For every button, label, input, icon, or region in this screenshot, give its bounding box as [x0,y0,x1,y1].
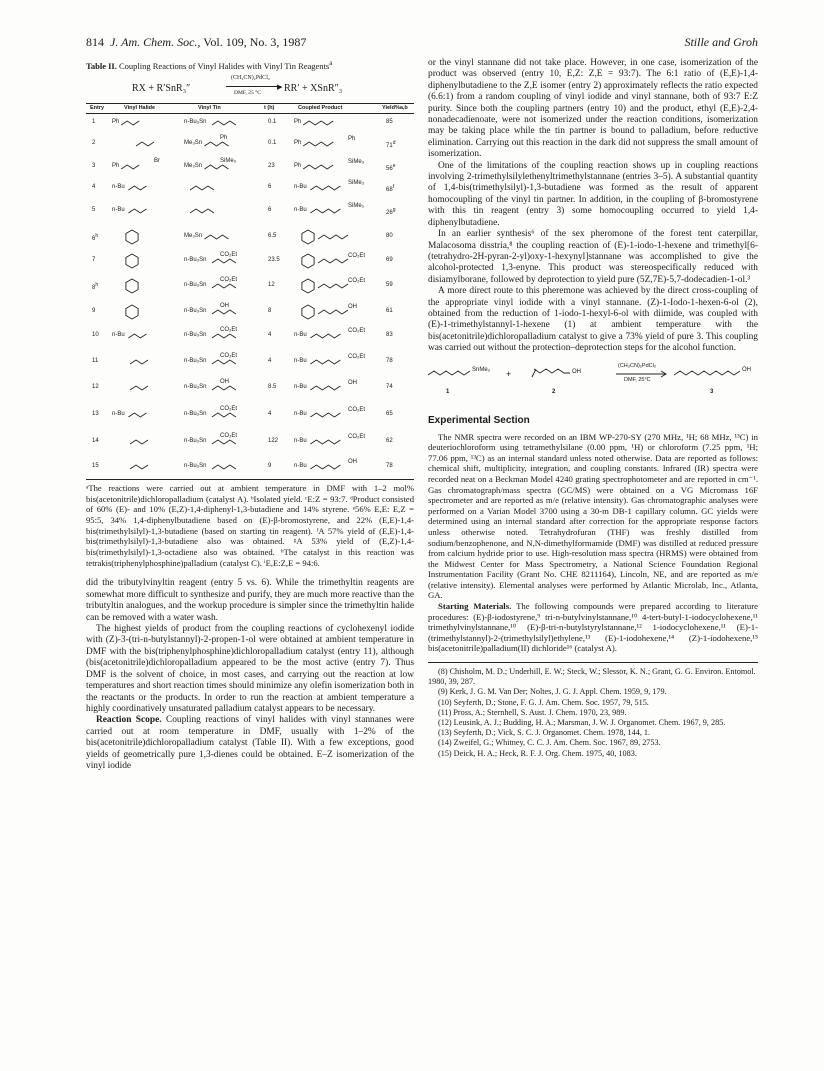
paragraph: or the vinyl stannane did not take place. However, in one case, isomerization of the product was observed (entry 10, E,Z: Z,E = 93:7). The 6:1 ratio of (E,E)-1,4-diphenylbutadiene to the Z,E isomer (entry 2) approximately reflects the ratio expected (6.6:1) from a random coupling of vinyl iodide and vinyl stannane, both of 93:7 E:Z purity. Since both the coupling partners (entry 10) and the product, ethyl (E,E)-2,4-nonadecadienoate, were not isomerized under the reaction conditions, isomerization may be taking place while the tin partner is bound to palladium, before reductive elimination. Carrying out this reaction in the dark did not suppress the small amount of isomerization. [428,58,758,160]
reaction-arrow [226,86,281,87]
table-row [86,299,414,324]
product-label: n-Bu [294,383,307,390]
product-substituent: OH [348,303,357,310]
entry-number: 2 [92,139,96,146]
run-in-heading: Reaction Scope. [96,715,162,726]
structure-drawing [86,428,414,455]
tin-vinyl-bond [212,386,236,390]
tin-substituent: CO₂Et [220,326,237,333]
table-title: Coupling Reactions of Vinyl Halides with Vinyl Tin Reagents [119,60,330,71]
reference-item: (8) Chisholm, M. D.; Underhill, E. W.; Steck, W.; Slessor, K. N.; Grant, G. G. Environ. Entomol. 1980, 39, 287. [428,667,756,687]
product-label: n-Bu [294,183,307,190]
product-label: n-Bu [294,410,307,417]
structure-drawing [86,324,414,348]
table-row [86,455,414,479]
product-diene-bond [303,121,333,125]
yield-value: 59 [386,281,393,288]
halide-cyclohexene-ring [126,254,138,268]
entry-number: 8$^h$ [92,281,99,291]
reaction-time: 8 [268,307,272,314]
product-label: n-Bu [294,437,307,444]
entry-number: 3 [92,162,96,169]
table-row [86,249,414,273]
col-vinyl-tin: Vinyl Tin [198,104,221,111]
right-column [428,58,758,759]
structure-drawing [86,132,414,155]
col-vinyl-halide: Vinyl Halide [124,104,156,111]
table-row [86,273,414,299]
scheme-conditions: DMF, 25°C [624,376,651,383]
yield-value: 56e [386,162,396,172]
reference-item: (13) Seyferth, D.; Vick, S. C. J. Organomet. Chem. 1978, 144, 1. [438,728,651,738]
structure-drawing [86,114,414,132]
reaction-time: 0.1 [268,118,277,125]
halide-vinyl-bond [128,413,146,417]
product-label: n-Bu [294,331,307,338]
scheme-catalyst: (CH₃CN)₂PdCl₂ [618,362,656,369]
pheromone-scheme [428,361,758,401]
left-column [86,58,414,772]
tin-substituent: Ph [220,134,228,141]
scheme-plus: + [506,368,512,379]
tin-vinyl-bond [205,142,229,146]
reaction-time: 8.5 [268,383,277,390]
table-bottom-rule [86,479,414,480]
product-substituent: CO₂Et [348,406,365,413]
product-substituent: SiMe₃ [348,179,365,186]
experimental-text [428,432,758,654]
reaction-time: 4 [268,357,272,364]
tin-label: n-Bu₃Sn [184,410,207,417]
reaction-time: 6.5 [268,232,277,239]
tin-vinyl-bond [212,310,236,314]
tin-label: n-Bu₃Sn [184,281,207,288]
entry-number: 15 [92,462,99,469]
equation-rhs: RR′ + XSnR″₃ [284,82,343,94]
product-substituent: CO₂Et [348,327,365,334]
paragraph: One of the limitations of the coupling reaction shows up in coupling reactions involving 2-trimethylsilylethenyltrimethylstannane (entries 3–5). A substantial quantity of 1,4-bis(trimethylsilyl)-1,3-butadiene was formed as the result of apparent homocoupling of the vinyl tin partner. In addition, in the coupling of β-bromostyrene with this tin reagent (entry 3) some homocoupling occurred to yield 1,4-diphenylbutadiene. [428,160,758,228]
product-substituent: SiMe₃ [348,202,365,209]
tin-vinyl-bond [205,165,229,169]
table-row [86,348,414,375]
tin-label: n-Bu₃Sn [184,331,207,338]
tin-label: Me₃Sn [184,162,203,169]
product-diene-bond [303,165,333,169]
reaction-time: 23 [268,162,275,169]
yield-value: 26$^g$ [386,206,396,216]
table-footnotes: ᵃThe reactions were carried out at ambient temperature in DMF with 1–2 mol% bis(acetonitrile)dichloropalladium (catalyst A). ᵇIsolated yield. ᶜE:Z = 93:7. ᵈProduct consisted of 60% (E)- and 10% (E,Z)-1,4-diphenyl-1,3-butadiene and 14% styrene. ᵉ56% E,E: E,Z = 95:5, 34% 1,4-diphenylbutadiene based on (E)-β-bromostyrene, and 22% (E,E)-1,4-bis(trimethylsilyl)-1,3-butadiene (based on starting tin reagent). ᶠA 57% yield of (E,E)-1,4-bis(trimethylsilyl)-1,3-butadiene also was obtained. ᵍA 53% yield of (E,Z)-1,4-bis(trimethylsilyl)-1,3-octadiene also was obtained. ʰThe catalyst in this reaction was tetrakis(triphenylphosphine)palladium (catalyst C). ⁱE,E:Z,E = 94:6. [86,482,414,568]
product-substituent: CO₂Et [348,433,365,440]
tin-label: n-Bu₃Sn [184,437,207,444]
right-body-text [428,58,758,355]
reference-item: (11) Pross, A.; Sternhell, S. Aust. J. Chem. 1970, 23, 989. [438,707,627,717]
structure-drawing [86,273,414,299]
halide-vinyl-bond [130,465,148,469]
entry-number: 1 [92,118,96,125]
product-label: Ph [294,139,302,146]
run-in-heading: Starting Materials. [438,601,512,612]
halide-vinyl-bond [130,440,148,444]
table-row [86,375,414,401]
running-header [86,35,758,51]
reaction-time: 12 [268,281,275,288]
product-diene-bond [310,360,340,364]
structure-drawing [86,455,414,479]
tin-substituent: CO₂Et [220,276,237,283]
structure-drawing [86,299,414,324]
reaction-time: 4 [268,410,272,417]
table-row [86,324,414,348]
tin-vinyl-bond [190,186,214,190]
yield-value: 65 [386,410,393,417]
halide-vinyl-bond [128,186,146,190]
paragraph [86,715,414,772]
tin-label: n-Bu₃Sn [184,462,207,469]
reaction-time: 6 [268,206,272,213]
paragraph: In an earlier synthesis⁶ of the sex pheromone of the forest tent caterpillar, Malacosoma disstria,⁸ the coupling reaction of (E)-1-iodo-1-hexene and trimethyl[6-(tetrahydro-2H-pyran-2-yl)oxy-1-hexynyl]stannane was accomplished to give the alcohol-protected 1,3-enyne. This product was stereospecifically reduced with disiamylborane, followed by deprotection to yield pure (5Z,7E)-5,7-dodecadien-1-ol.³ [428,229,758,285]
scheme-oh-3: OH [742,366,751,373]
entry-number: 7 [92,256,96,263]
entry-number: 13 [92,410,99,417]
table-row [86,114,414,132]
col-product: Coupled Product [298,104,343,111]
product-diene-bond [310,186,340,190]
entry-number: 4 [92,183,96,190]
table-title-note: a [329,59,333,67]
yield-value: 85 [386,118,393,125]
product-diene-bond [310,386,340,390]
results-table [86,103,414,480]
equation-catalyst: (CH₃CN)₂PdCl₂ [231,74,270,81]
col-yield: Yield%a,b [382,104,408,111]
yield-value: 62 [386,437,393,444]
halide-label: n-Bu [112,331,125,338]
halide-vinyl-bond [130,386,148,390]
halide-vinyl-bond [136,142,154,146]
table-header-row [86,104,414,114]
product-diene-bond [310,334,340,338]
product-substituent: OH [348,458,357,465]
product-label: n-Bu [294,206,307,213]
reaction-time: 6 [268,183,272,190]
halide-substituent: Br [154,157,160,164]
halide-vinyl-bond [128,334,146,338]
product-label: n-Bu [294,462,307,469]
halide-cyclohexene-ring [126,230,138,244]
halide-vinyl-bond [128,209,146,213]
reference-item: (10) Seyferth, D.; Stone, F. G. J. Am. Chem. Soc. 1957, 79, 515. [438,697,649,707]
table-row [86,224,414,249]
table-row [86,198,414,224]
table-caption [86,58,414,71]
paragraph: A more direct route to this pheremone was achieved by the direct cross-coupling of the appropriate vinyl iodide with a vinyl stannane. (Z)-1-Iodo-1-hexen-6-ol (2), obtained from the reduction of 1-iodo-1-hexyl-6-ol with diimide, was coupled with (E)-1-trimethylstannyl-1-hexene (1) at ambient temperature with the bis(acetonitrile)dichloropalladium catalyst to give a 73% yield of pure 3. This coupling was carried out without the protection–deprotection steps for the alcohol function. [428,286,758,354]
tin-label: n-Bu₃Sn [184,383,207,390]
col-time: t (h) [264,104,275,111]
entry-number: 9 [92,307,96,314]
halide-label: Ph [112,162,120,169]
paragraph: did the tributylvinyltin reagent (entry 5 vs. 6). While the trimethyltin reagents are somewhat more difficult to synthesize and purify, they are much more reactive than the tributyltin analogues, and the workup procedure is simpler since the trimethyltin halide can be removed with a water wash. [86,578,414,623]
tin-label: Me₃Sn [184,232,203,239]
compound-2-vinyl [532,369,536,377]
halide-cyclohexene-ring [126,279,138,293]
tin-label: n-Bu₃Sn [184,307,207,314]
paragraph-text: The following compounds were prepared according to literature procedures: (E)-β-iodostyrene,⁹ tri-n-butylvinylstannane,¹⁰ 4-tert-butyl-1-iodocyclohexene,¹¹ trimethylvinylstannane,¹⁰ (E)-β-tri-n-butylstyrylstannane,¹² 1-iodocyclohexene,¹¹ (E)-1-(trimethylstannyl)-2-(trimethylsilyl)ethylene,¹³ (E)-1-iodohexene,¹⁴ (Z)-1-iodohexene,¹⁵ bis(acetonitrile)palladium(II) dichloride¹⁶ (catalyst A). [428,601,759,654]
reference-item: (15) Deick, H. A.; Heck, R. F. J. Org. Chem. 1975, 40, 1083. [438,748,637,758]
paragraph: The NMR spectra were recorded on an IBM WP-270-SY (270 MHz, ¹H; 68 MHz, ¹³C) in deuteriochloroform using tetramethylsilane (0.00 ppm, ¹H) or chloroform (7.25 ppm, ¹H; 77.06 ppm, ¹³C) as an internal standard unless noted otherwise. Data are reported as follows: chemical shift, multiplicity, integration, and coupling constants. Infrared (IR) spectra were recorded neat on a Beckman Model 4240 grating spectrophotometer and are reported in cm⁻¹. Gas chromatograph/mass spectra (GC/MS) were obtained on a VG Micromass 16F spectrometer and are reported as m/e (relative intensity). Gas chromatographic analyses were performed on a Varian Model 3700 using a 30-m DB-1 capillary column. GC yields were determined using an internal standard after correction for the appropriate response factors unless otherwise noted. Tetrahydrofuran (THF) was freshly distilled from sodium/benzophenone, and N,N-dimethylformamide (DMF) was distilled at reduced pressure from calcium hydride prior to use. High-resolution mass spectra (HRMS) were obtained from the Midwest Center for Mass Spectrometry, a National Science Foundation Regional Instrumentation Facility (Grant No. CHE 8211164), Lincoln, NE, and are reported as m/e (relative intensity). Elemental analyses were performed by Atlantic Microlab, Inc., Atlanta, GA. [428,431,758,601]
product-substituent: Ph [348,135,356,142]
table-row [86,428,414,455]
compound-3-chain [674,371,740,375]
tin-vinyl-bond [212,440,236,444]
compound-2-chain [534,369,570,373]
tin-vinyl-bond [212,259,236,263]
product-cyclohexene-ring [302,279,314,293]
halide-label: Ph [112,118,120,125]
product-substituent: SiMe₃ [348,158,365,165]
yield-value: 78 [386,462,393,469]
entry-number: 11 [92,357,99,364]
tin-substituent: OH [220,378,229,385]
product-diene-bond [310,209,340,213]
product-diene-bond [318,235,348,239]
product-diene-bond [303,142,333,146]
product-label: Ph [294,118,302,125]
tin-label: n-Bu₃Sn [184,118,207,125]
tin-vinyl-bond [212,284,236,288]
tin-substituent: CO₂Et [220,352,237,359]
halide-vinyl-bond [130,360,148,364]
entry-number: 12 [92,383,99,390]
product-diene-bond [318,284,348,288]
reaction-time: 0.1 [268,139,277,146]
reaction-time: 9 [268,462,272,469]
entry-number: 14 [92,437,99,444]
yield-value: 83 [386,331,393,338]
tin-substituent: OH [220,302,229,309]
product-substituent: CO₂Et [348,252,365,259]
page-number: 814 [86,35,104,49]
yield-value: 80 [386,232,393,239]
arrowhead-icon: ▶ [277,82,283,91]
paragraph-text: Coupling reactions of vinyl halides with vinyl stannanes were carried out at room temperature in DMF, usually with 1–2% of the bis(acetonitrile)dichloropalladium catalyst (Table II). With a few exceptions, good yields of geometrically pure 1,3-dienes could be obtained. E–Z isomerization of the vinyl iodide [86,715,414,771]
product-cyclohexene-ring [302,305,314,319]
structure-drawing [86,375,414,401]
product-label: Ph [294,162,302,169]
entry-number: 5 [92,206,96,213]
reaction-equation [86,74,414,99]
halide-vinyl-bond [121,121,139,125]
product-substituent: CO₂Et [348,277,365,284]
paragraph: The highest yields of product from the coupling reactions of cyclohexenyl iodide with (Z)-3-(tri-n-butylstannyl)-2-propen-1-ol were obtained at ambient temperature in DMF with the bis(triphenylphosphine)dichloropalladium catalyst (entry 11), although (bis(acetonitrile)dichloropalladium appeared to be the most active (entry 7). Thus DMF is the solvent of choice, in most cases, and carrying out the reaction at low temperatures and short reaction times should minimize any olefin isomerization both in the reactants or the products. In order to run the reaction at ambient temperature a highly coordinatively unsaturated palladium catalyst appears to be necessary. [86,624,414,714]
table-row [86,132,414,155]
product-diene-bond [310,413,340,417]
product-substituent: OH [348,379,357,386]
tin-vinyl-bond [212,334,236,338]
reference-item: (12) Leusink, A. J.; Budding, H. A.; Marsman, J. W. J. Organomet. Chem. 1967, 9, 285. [438,718,726,728]
table-body [86,114,414,479]
tin-label: n-Bu₃Sn [184,256,207,263]
journal-name: J. Am. Chem. Soc., [110,35,201,49]
yield-value: 71$^d$ [386,139,396,149]
tin-vinyl-bond [212,465,236,469]
product-diene-bond [310,440,340,444]
halide-label: n-Bu [112,206,125,213]
structure-drawing [86,198,414,224]
product-diene-bond [318,310,348,314]
tin-substituent: CO₂Et [220,251,237,258]
tin-label: n-Bu₃Sn [184,357,207,364]
halide-label: n-Bu [112,410,125,417]
reaction-time: 4 [268,331,272,338]
tin-label: Me₃Sn [184,139,203,146]
tin-vinyl-bond [212,413,236,417]
reaction-time: 122 [268,437,279,444]
scheme-snme3: SnMe₃ [472,366,491,373]
entry-number: 10 [92,331,99,338]
table-label: Table II. [86,60,117,71]
structure-drawing [86,249,414,273]
product-cyclohexene-ring [302,230,314,244]
structure-drawing [86,155,414,178]
header-authors: Stille and Groh [684,35,758,49]
halide-label: n-Bu [112,183,125,190]
tin-substituent: SiMe₃ [220,157,237,164]
yield-value: 68$^f$ [386,183,395,193]
scheme-oh-2: OH [572,368,581,375]
table-row [86,401,414,428]
compound-number-1: 1 [446,388,450,395]
paragraph [428,601,758,654]
tin-vinyl-bond [212,121,236,125]
references [428,662,758,759]
structure-drawing [86,401,414,428]
table-row [86,178,414,198]
compound-1-chain [428,371,470,375]
tin-vinyl-bond [212,360,236,364]
col-entry: Entry [90,104,105,111]
entry-number: 6$^h$ [92,232,99,242]
compound-number-3: 3 [710,388,714,395]
equation-conditions: DMF, 25 °C [234,89,261,96]
header-left [86,35,306,50]
reference-item: (9) Kerk, J. G. M. Van Der; Noltes, J. G. J. Appl. Chem. 1959, 9, 179. [438,687,667,697]
halide-cyclohexene-ring [126,305,138,319]
equation-lhs: RX + R′SnR₃″ [132,82,191,94]
section-heading: Experimental Section [428,414,530,426]
product-cyclohexene-ring [302,254,314,268]
tin-substituent: CO₂Et [220,432,237,439]
structure-drawing [86,178,414,198]
product-substituent: CO₂Et [348,353,365,360]
yield-value: 61 [386,307,393,314]
tin-vinyl-bond [190,209,214,213]
left-body-text [86,578,414,772]
structure-drawing [86,348,414,375]
yield-value: 74 [386,383,393,390]
reaction-time: 23.5 [268,256,280,263]
yield-value: 69 [386,256,393,263]
halide-vinyl-bond [121,165,139,169]
compound-number-2: 2 [552,388,556,395]
tin-substituent: CO₂Et [220,405,237,412]
table-row [86,155,414,178]
product-label: n-Bu [294,357,307,364]
tin-vinyl-bond [205,235,229,239]
reference-item: (14) Zweifel, G.; Whitney, C. C. J. Am. Chem. Soc. 1967, 89, 2753. [438,738,661,748]
yield-value: 78 [386,357,393,364]
journal-volume: Vol. 109, No. 3, 1987 [203,35,307,49]
structure-drawing [86,224,414,249]
product-diene-bond [310,465,340,469]
product-diene-bond [318,259,348,263]
